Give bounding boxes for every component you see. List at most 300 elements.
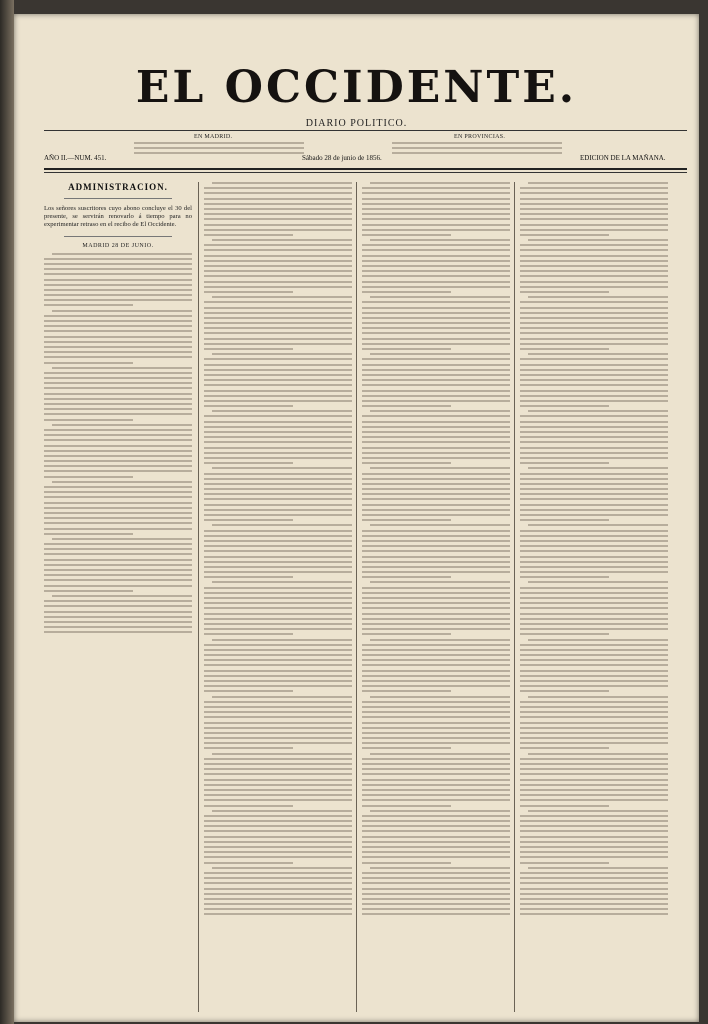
- text-line: [520, 493, 668, 495]
- text-line: [362, 291, 451, 293]
- text-line: [362, 452, 510, 454]
- text-line: [204, 737, 352, 739]
- text-line: [362, 301, 510, 303]
- text-line: [520, 535, 668, 537]
- text-line: [204, 317, 352, 319]
- text-line: [44, 460, 192, 462]
- text-line: [362, 825, 510, 827]
- text-line: [520, 478, 668, 480]
- text-line: [520, 763, 668, 765]
- text-line: [362, 571, 510, 573]
- text-line: [44, 268, 192, 270]
- text-line: [362, 374, 510, 376]
- text-line: [520, 711, 668, 713]
- text-line: [204, 882, 352, 884]
- text-line: [520, 244, 668, 246]
- text-line: [44, 621, 192, 623]
- text-line: [362, 649, 510, 651]
- header-rule-bottom-thin: [44, 172, 687, 173]
- text-line: [520, 597, 668, 599]
- text-line: [362, 841, 510, 843]
- text-line: [204, 478, 352, 480]
- text-line: [362, 265, 510, 267]
- text-line: [362, 763, 510, 765]
- text-line: [362, 613, 510, 615]
- text-line: [204, 784, 352, 786]
- text-line: [520, 462, 609, 464]
- text-line: [520, 530, 668, 532]
- text-line: [362, 903, 510, 905]
- text-line: [362, 260, 510, 262]
- text-line: [520, 773, 668, 775]
- text-line: [362, 893, 510, 895]
- text-line: [520, 218, 668, 220]
- text-line: [520, 203, 668, 205]
- text-line: [44, 351, 192, 353]
- text-line: [370, 524, 510, 526]
- text-line: [204, 535, 352, 537]
- text-line: [204, 872, 352, 874]
- text-line: [204, 836, 352, 838]
- text-line: [362, 789, 510, 791]
- text-line: [44, 590, 133, 592]
- text-line: [362, 327, 510, 329]
- text-line: [362, 436, 510, 438]
- text-line: [362, 275, 510, 277]
- text-line: [520, 846, 668, 848]
- text-line: [204, 364, 352, 366]
- text-line: [204, 851, 352, 853]
- text-line: [362, 192, 510, 194]
- text-line: [204, 514, 352, 516]
- text-line: [362, 312, 510, 314]
- text-line: [520, 348, 609, 350]
- text-line: [204, 338, 352, 340]
- text-line: [520, 618, 668, 620]
- text-line: [204, 291, 293, 293]
- text-line: [44, 445, 192, 447]
- text-line: [204, 244, 352, 246]
- text-line: [44, 528, 192, 530]
- text-line: [212, 182, 352, 184]
- text-line: [204, 576, 293, 578]
- text-line: [520, 338, 668, 340]
- text-line: [520, 249, 668, 251]
- article-column-3: [362, 182, 510, 919]
- text-line: [204, 457, 352, 459]
- text-line: [362, 644, 510, 646]
- text-line: [362, 405, 451, 407]
- text-line: [362, 421, 510, 423]
- text-line: [44, 393, 192, 395]
- text-line: [528, 467, 668, 469]
- text-line: [204, 877, 352, 879]
- text-line: [520, 317, 668, 319]
- text-line: [520, 307, 668, 309]
- text-line: [44, 533, 133, 535]
- text-line: [362, 358, 510, 360]
- text-line: [362, 799, 510, 801]
- text-line: [204, 415, 352, 417]
- text-line: [44, 512, 192, 514]
- text-line: [204, 758, 352, 760]
- text-line: [362, 540, 510, 542]
- text-line: [520, 836, 668, 838]
- section-rule: [64, 198, 172, 199]
- text-line: [204, 556, 352, 558]
- text-line: [520, 820, 668, 822]
- text-line: [520, 384, 668, 386]
- text-line: [362, 473, 510, 475]
- text-line: [520, 722, 668, 724]
- text-line: [362, 815, 510, 817]
- text-line: [204, 587, 352, 589]
- text-line: [520, 441, 668, 443]
- text-line: [204, 613, 352, 615]
- text-line: [52, 481, 192, 483]
- text-line: [204, 426, 352, 428]
- article-column-4: [520, 182, 668, 919]
- text-line: [520, 369, 668, 371]
- text-line: [520, 685, 668, 687]
- text-line: [204, 473, 352, 475]
- text-line: [520, 301, 668, 303]
- text-line: [362, 862, 451, 864]
- text-line: [212, 639, 352, 641]
- text-line: [362, 732, 510, 734]
- text-line: [204, 561, 352, 563]
- text-line: [204, 545, 352, 547]
- text-line: [204, 229, 352, 231]
- text-line: [520, 457, 668, 459]
- text-line: [204, 301, 352, 303]
- text-line: [520, 587, 668, 589]
- text-line: [362, 390, 510, 392]
- text-line: [204, 794, 352, 796]
- text-line: [44, 382, 192, 384]
- text-line: [520, 607, 668, 609]
- text-line: [44, 569, 192, 571]
- text-line: [44, 548, 192, 550]
- text-line: [520, 545, 668, 547]
- text-line: [204, 908, 352, 910]
- text-line: [370, 639, 510, 641]
- text-line: [528, 753, 668, 755]
- text-line: [204, 732, 352, 734]
- text-line: [362, 913, 510, 915]
- text-line: [520, 903, 668, 905]
- text-line: [528, 410, 668, 412]
- text-line: [44, 486, 192, 488]
- text-line: [520, 473, 668, 475]
- text-line: [520, 908, 668, 910]
- text-line: [204, 452, 352, 454]
- text-line: [520, 540, 668, 542]
- text-line: [204, 265, 352, 267]
- text-line: [204, 462, 293, 464]
- newspaper-page: [14, 14, 699, 1022]
- text-line: [520, 358, 668, 360]
- text-line: [362, 670, 510, 672]
- text-line: [362, 478, 510, 480]
- text-line: [362, 322, 510, 324]
- text-line: [44, 356, 192, 358]
- text-line: [520, 556, 668, 558]
- text-line: [204, 260, 352, 262]
- text-line: [362, 846, 510, 848]
- subscriber-notice: Los señores suscritores cuyo abono concluye el 30 del presente, se servirán renovarlo á tiempo para no experimentar retraso en el recibo de El Occidente.: [44, 205, 192, 229]
- text-line: [362, 820, 510, 822]
- text-line: [44, 315, 192, 317]
- text-line: [44, 330, 192, 332]
- text-line: [204, 509, 352, 511]
- adjacent-page-edge: [0, 0, 14, 1024]
- text-line: [362, 229, 510, 231]
- text-line: [370, 239, 510, 241]
- text-line: [362, 514, 510, 516]
- text-line: [204, 390, 352, 392]
- text-line: [520, 390, 668, 392]
- text-line: [204, 519, 293, 521]
- text-line: [528, 810, 668, 812]
- text-line: [362, 685, 510, 687]
- text-line: [204, 208, 352, 210]
- text-line: [362, 426, 510, 428]
- text-line: [520, 224, 668, 226]
- text-line: [520, 779, 668, 781]
- text-line: [204, 789, 352, 791]
- text-line: [44, 294, 192, 296]
- text-line: [204, 504, 352, 506]
- section-title: ADMINISTRACION.: [68, 182, 168, 192]
- text-line: [362, 561, 510, 563]
- text-line: [520, 768, 668, 770]
- text-line: [362, 213, 510, 215]
- text-line: [44, 496, 192, 498]
- text-line: [44, 611, 192, 613]
- text-line: [362, 908, 510, 910]
- text-line: [212, 581, 352, 583]
- text-line: [520, 758, 668, 760]
- text-line: [362, 675, 510, 677]
- text-line: [44, 273, 192, 275]
- text-line: [44, 434, 192, 436]
- text-line: [520, 265, 668, 267]
- text-line: [362, 244, 510, 246]
- text-line: [212, 810, 352, 812]
- text-line: [204, 421, 352, 423]
- text-line: [370, 296, 510, 298]
- text-line: [204, 400, 352, 402]
- text-line: [520, 400, 668, 402]
- text-line: [520, 659, 668, 661]
- text-line: [362, 779, 510, 781]
- text-line: [520, 784, 668, 786]
- text-line: [44, 439, 192, 441]
- text-line: [520, 509, 668, 511]
- header-rule-top: [44, 130, 687, 131]
- column-divider: [514, 182, 515, 1012]
- text-line: [520, 343, 668, 345]
- text-line: [528, 581, 668, 583]
- text-line: [520, 898, 668, 900]
- text-line: [520, 395, 668, 397]
- text-line: [204, 830, 352, 832]
- text-line: [520, 213, 668, 215]
- text-line: [520, 613, 668, 615]
- text-line: [362, 483, 510, 485]
- text-line: [204, 675, 352, 677]
- text-line: [362, 317, 510, 319]
- text-line: [44, 517, 192, 519]
- text-line: [204, 623, 352, 625]
- text-line: [362, 255, 510, 257]
- text-line: [520, 732, 668, 734]
- text-line: [520, 488, 668, 490]
- text-line: [204, 913, 352, 915]
- text-line: [362, 701, 510, 703]
- text-line: [44, 626, 192, 628]
- text-line: [520, 192, 668, 194]
- header-rule-bottom: [44, 168, 687, 170]
- text-line: [204, 493, 352, 495]
- text-line: [44, 605, 192, 607]
- text-line: [362, 727, 510, 729]
- text-line: [520, 208, 668, 210]
- text-line: [520, 727, 668, 729]
- text-line: [520, 649, 668, 651]
- text-line: [204, 654, 352, 656]
- text-line: [520, 701, 668, 703]
- text-line: [362, 379, 510, 381]
- text-line: [370, 810, 510, 812]
- text-line: [520, 737, 668, 739]
- text-line: [204, 815, 352, 817]
- text-line: [204, 618, 352, 620]
- subscription-provinces-label: EN PROVINCIAS.: [454, 134, 506, 140]
- text-line: [204, 483, 352, 485]
- text-line: [362, 462, 451, 464]
- text-line: [204, 405, 293, 407]
- text-line: [44, 304, 133, 306]
- text-line: [204, 218, 352, 220]
- text-line: [204, 224, 352, 226]
- text-line: [44, 408, 192, 410]
- text-line: [204, 566, 352, 568]
- text-line: [204, 369, 352, 371]
- text-line: [204, 716, 352, 718]
- text-line: [362, 535, 510, 537]
- text-line: [362, 441, 510, 443]
- text-line: [362, 509, 510, 511]
- text-line: [520, 483, 668, 485]
- text-line: [520, 841, 668, 843]
- text-line: [362, 607, 510, 609]
- text-line: [212, 753, 352, 755]
- text-line: [520, 426, 668, 428]
- text-line: [204, 597, 352, 599]
- text-line: [520, 602, 668, 604]
- text-line: [362, 556, 510, 558]
- text-line: [44, 600, 192, 602]
- text-line: [204, 644, 352, 646]
- text-line: [362, 592, 510, 594]
- text-line: [204, 530, 352, 532]
- text-line: [520, 592, 668, 594]
- text-line: [204, 893, 352, 895]
- text-line: [212, 467, 352, 469]
- text-line: [362, 504, 510, 506]
- text-line: [204, 701, 352, 703]
- text-line: [520, 270, 668, 272]
- text-line: [44, 491, 192, 493]
- text-line: [520, 644, 668, 646]
- text-line: [520, 882, 668, 884]
- text-line: [520, 680, 668, 682]
- text-line: [44, 553, 192, 555]
- text-line: [362, 203, 510, 205]
- text-line: [44, 559, 192, 561]
- text-line: [204, 680, 352, 682]
- text-line: [44, 377, 192, 379]
- text-line: [362, 587, 510, 589]
- text-line: [44, 522, 192, 524]
- text-line: [520, 633, 609, 635]
- text-line: [204, 441, 352, 443]
- text-line: [362, 286, 510, 288]
- text-line: [520, 291, 609, 293]
- text-line: [44, 616, 192, 618]
- text-line: [44, 325, 192, 327]
- text-line: [44, 346, 192, 348]
- text-line: [52, 367, 192, 369]
- text-line: [520, 888, 668, 890]
- text-line: [44, 631, 192, 633]
- text-line: [520, 421, 668, 423]
- text-line: [520, 825, 668, 827]
- text-line: [44, 419, 133, 421]
- text-line: [362, 384, 510, 386]
- text-line: [362, 877, 510, 879]
- text-line: [52, 595, 192, 597]
- text-line: [204, 488, 352, 490]
- text-line: [528, 524, 668, 526]
- text-line: [204, 805, 293, 807]
- text-line: [520, 670, 668, 672]
- text-line: [520, 234, 609, 236]
- text-line: [362, 457, 510, 459]
- text-line: [528, 867, 668, 869]
- text-line: [204, 685, 352, 687]
- text-line: [362, 851, 510, 853]
- text-line: [520, 913, 668, 915]
- text-line: [362, 488, 510, 490]
- text-line: [204, 779, 352, 781]
- text-line: [204, 312, 352, 314]
- text-line: [212, 353, 352, 355]
- text-line: [520, 877, 668, 879]
- text-line: [520, 229, 668, 231]
- text-line: [362, 498, 510, 500]
- text-line: [362, 856, 510, 858]
- text-line: [362, 680, 510, 682]
- text-line: [520, 447, 668, 449]
- text-line: [362, 888, 510, 890]
- text-line: [362, 208, 510, 210]
- text-line: [362, 768, 510, 770]
- text-line: [362, 618, 510, 620]
- text-line: [520, 654, 668, 656]
